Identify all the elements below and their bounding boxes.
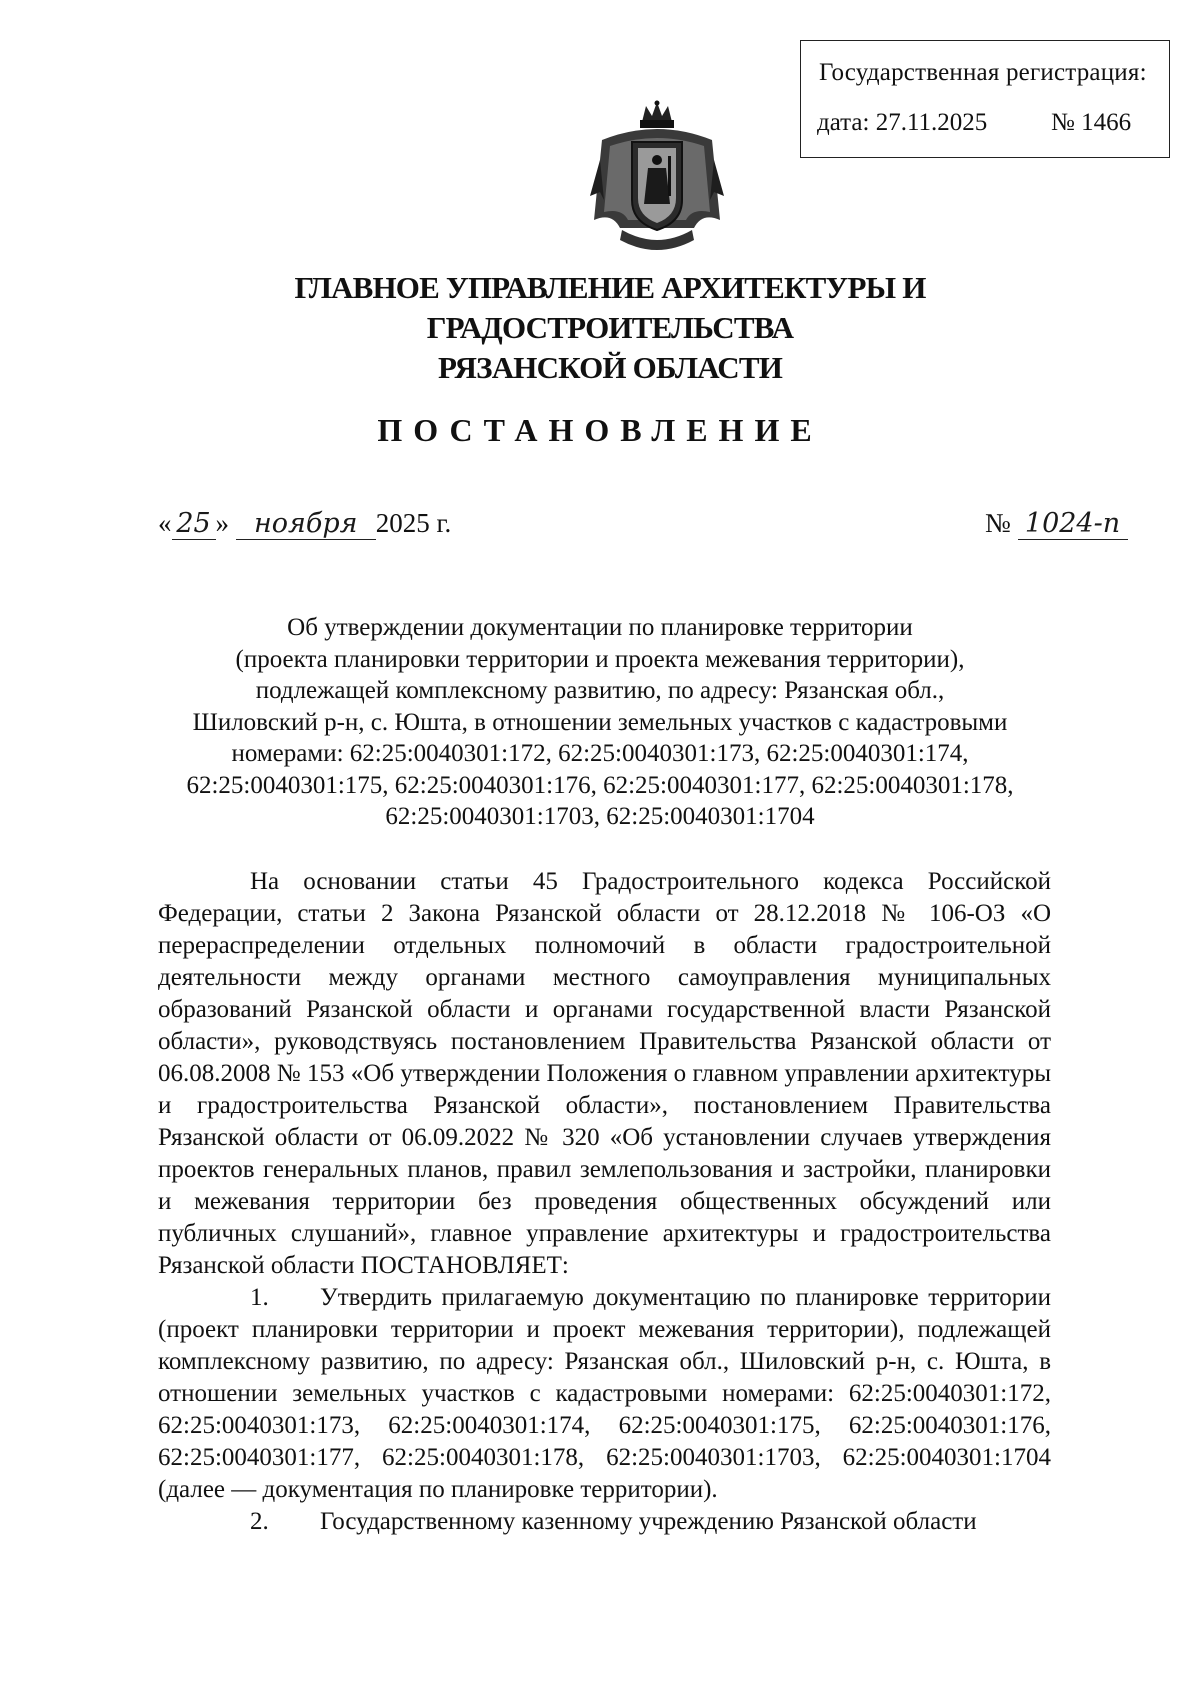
subject-line: 62:25:0040301:1703, 62:25:0040301:1704 bbox=[385, 803, 815, 830]
document-type: ПОСТАНОВЛЕНИЕ bbox=[377, 412, 823, 448]
list-item-number: 1. bbox=[250, 1284, 269, 1311]
date-open-quote: « bbox=[158, 508, 172, 538]
list-item-text: Государственному казенному учреждению Рязанской области bbox=[320, 1508, 977, 1535]
date-month-handwritten: ноября bbox=[236, 508, 376, 540]
organization-name bbox=[140, 268, 1080, 388]
date-year: 2025 г. bbox=[375, 508, 452, 538]
subject-line: Шиловский р-н, с. Юшта, в отношении земельных участков с кадастровыми bbox=[192, 708, 1008, 736]
registration-number: № 1466 bbox=[1051, 109, 1132, 136]
document-body bbox=[158, 866, 1051, 1538]
organization-line-1: ГЛАВНОЕ УПРАВЛЕНИЕ АРХИТЕКТУРЫ И ГРАДОСТРОИТЕЛЬСТВА bbox=[294, 270, 926, 345]
subject-line: 62:25:0040301:175, 62:25:0040301:176, 62:25:0040301:177, 62:25:0040301:178, bbox=[186, 771, 1014, 799]
list-item bbox=[158, 1506, 1051, 1538]
number-handwritten: 1024-п bbox=[1018, 508, 1128, 540]
registration-stamp bbox=[800, 40, 1170, 158]
document-subject bbox=[150, 612, 1050, 833]
subject-line: номерами: 62:25:0040301:172, 62:25:0040301:173, 62:25:0040301:174, bbox=[231, 740, 969, 767]
date-close-quote: » bbox=[215, 508, 229, 538]
registration-title: Государственная регистрация: bbox=[819, 59, 1147, 86]
subject-line: Об утверждении документации по планировке территории bbox=[287, 614, 913, 641]
list-item bbox=[158, 1282, 1051, 1506]
registration-date: дата: 27.11.2025 bbox=[817, 109, 988, 136]
list-item-number: 2. bbox=[250, 1508, 269, 1535]
ryazan-coat-of-arms-icon bbox=[582, 100, 732, 260]
date-day-handwritten: 25 bbox=[172, 508, 216, 540]
list-item-text: Утвердить прилагаемую документацию по планировке территории (проект планировки территории и проект межевания территории), подлежащей комплексному развитию, по адресу: Рязанская обл., Шиловский р-н, с. Юшта, в отношении земельных участков с кадастровыми номерами: 62:25:0040301:172, 62:25:0040301:173, 62:25:0040301:174, 62:25:0040301:175, 62:25:0040301:176, 62:25:0040301:177, 62:25:0040301:178, 62:25:0040301:1703, 62:25:0040301:1704 (далее — документация по планировке территории). bbox=[158, 1284, 1051, 1503]
subject-line: (проекта планировки территории и проекта межевания территории), bbox=[235, 645, 965, 673]
preamble-paragraph: На основании статьи 45 Градостроительного кодекса Российской Федерации, статьи 2 Закона Рязанской области от 28.12.2018 № 106-ОЗ «О перераспределении отдельных полномочий в области градостроительной деятельности между органами местного самоуправления муниципальных образований Рязанской области и органами государственной власти Рязанской области», руководствуясь постановлением Правительства Рязанской области от 06.08.2008 № 153 «Об утверждении Положения о главном управлении архитектуры и градостроительства Рязанской области», постановлением Правительства Рязанской области от 06.09.2022 № 320 «Об установлении случаев утверждения проектов генеральных планов, правил землепользования и застройки, планировки и межевания территории без проведения общественных обсуждений или публичных слушаний», главное управление архитектуры и градостроительства Рязанской области ПОСТАНОВЛЯЕТ: bbox=[158, 868, 1051, 1279]
document-number bbox=[985, 508, 1128, 540]
document-date bbox=[158, 508, 451, 540]
subject-line: подлежащей комплексному развитию, по адресу: Рязанская обл., bbox=[255, 677, 945, 704]
organization-line-2: РЯЗАНСКОЙ ОБЛАСТИ bbox=[437, 350, 783, 385]
number-prefix: № bbox=[985, 508, 1011, 538]
